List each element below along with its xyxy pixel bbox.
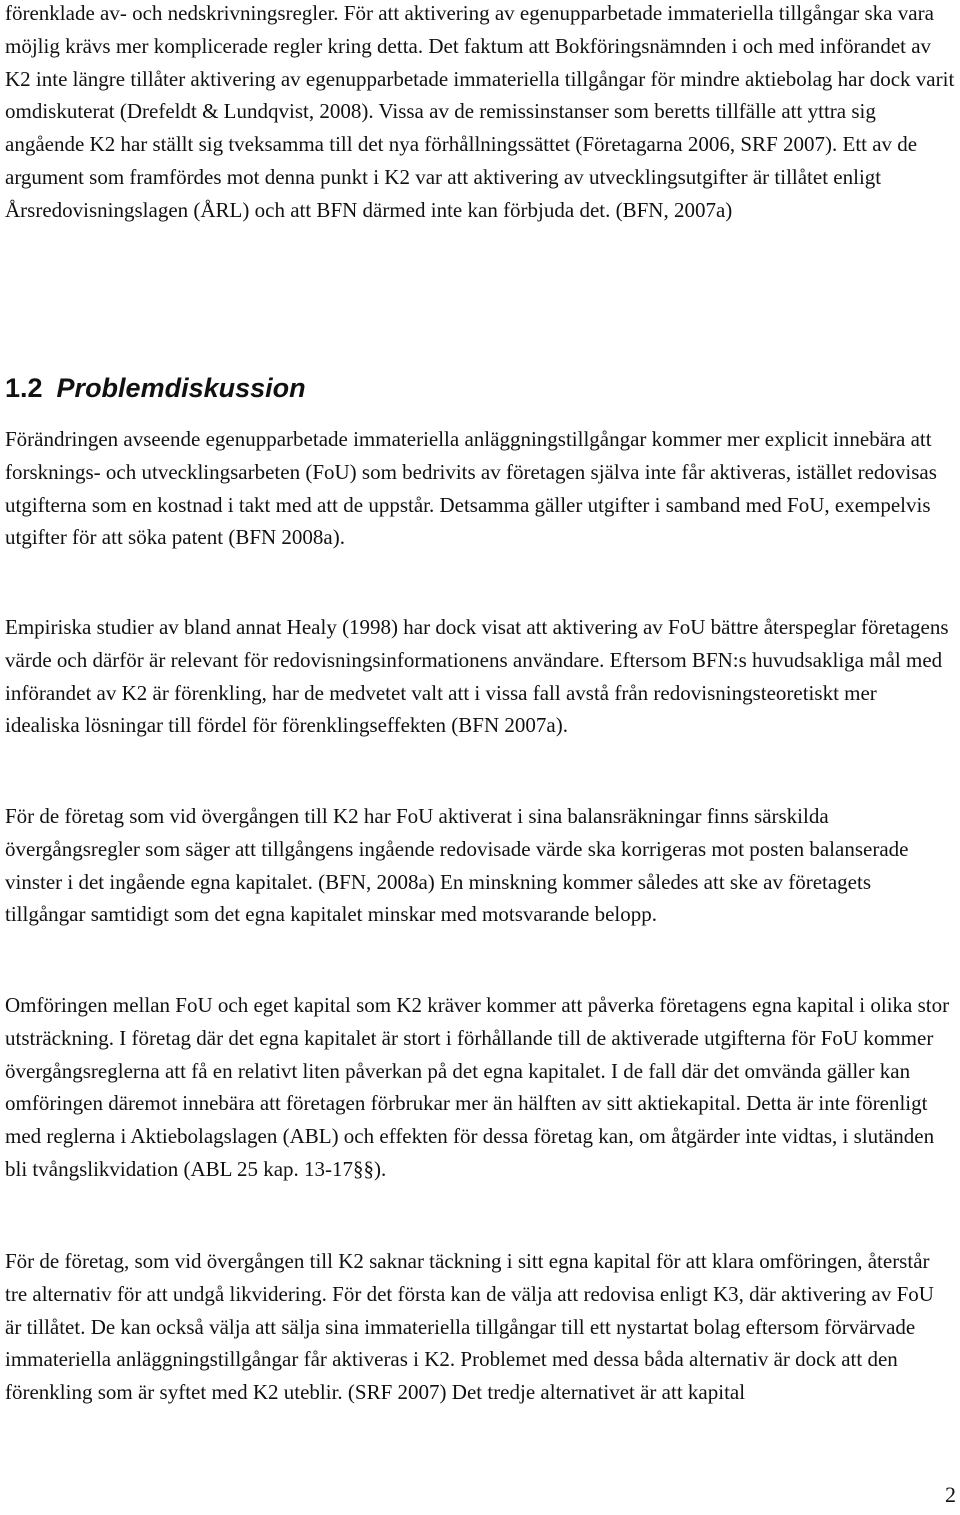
section-title: Problemdiskussion bbox=[56, 373, 306, 403]
paragraph-2: Empiriska studier av bland annat Healy (1998) har dock visat att aktivering av FoU bättre återspeglar företagens värde och därför är relevant för redovisningsinformationens användare. Eftersom BFN:s huvudsakliga mål med införandet av K2 är förenkling, har de medvetet valt att i vissa fall avstå från redovisningsteoretiskt mer idealiska lösningar till fördel för förenklingseffekten (BFN 2007a). bbox=[5, 615, 949, 738]
paragraph-3: För de företag som vid övergången till K2 har FoU aktiverat i sina balansräkningar finns särskilda övergångsregler som säger att tillgångens ingående redovisade värde ska korrigeras mot posten balanserade vinster i det ingående egna kapitalet. (BFN, 2008a) En minskning kommer således att ske av företagets tillgångar samtidigt som det egna kapitalet minskar med motsvarande belopp. bbox=[5, 804, 909, 927]
paragraph-intro: förenklade av- och nedskrivningsregler. För att aktivering av egenupparbetade immateriella tillgångar ska vara möjlig krävs mer komplicerade regler kring detta. Det faktum att Bokföringsnämnden i och med införandet av K2 inte längre tillåter aktivering av egenupparbetade immateriella tillgångar för mindre aktiebolag har dock varit omdiskuterat (Drefeldt & Lundqvist, 2008). Vissa av de remissinstanser som beretts tillfälle att yttra sig angående K2 har ställt sig tveksamma till det nya förhållningssättet (Företagarna 2006, SRF 2007). Ett av de argument som framfördes mot denna punkt i K2 var att aktivering av utvecklingsutgifter är tillåtet enligt Årsredovisningslagen (ÅRL) och att BFN därmed inte kan förbjuda det. (BFN, 2007a) bbox=[5, 1, 955, 222]
paragraph-4: Omföringen mellan FoU och eget kapital som K2 kräver kommer att påverka företagens egna kapital i olika stor utsträckning. I företag där det egna kapitalet är stort i förhållande till de aktiverade utgifterna för FoU kommer övergångsreglerna att få en relativt liten påverkan på det egna kapitalet. I de fall där det omvända gäller kan omföringen däremot innebära att företagen förbrukar mer än hälften av sitt aktiekapital. Detta är inte förenligt med reglerna i Aktiebolagslagen (ABL) och effekten för dessa företag kan, om åtgärder inte vidtas, i slutänden bli tvångslikvidation (ABL 25 kap. 13-17§§). bbox=[5, 993, 950, 1181]
page-number: 2 bbox=[945, 1482, 956, 1507]
section-heading bbox=[5, 368, 306, 408]
section-number: 1.2 bbox=[5, 373, 43, 403]
paragraph-5: För de företag, som vid övergången till K2 saknar täckning i sitt egna kapital för att klara omföringen, återstår tre alternativ för att undgå likvidering. För det första kan de välja att redovisa enligt K3, där aktivering av FoU är tillåtet. De kan också välja att sälja sina immateriella tillgångar till ett nystartat bolag eftersom förvärvade immateriella anläggningstillgångar får aktiveras i K2. Problemet med dessa båda alternativ är dock att den förenkling som är syftet med K2 uteblir. (SRF 2007) Det tredje alternativet är att kapital bbox=[5, 1249, 934, 1405]
paragraph-1: Förändringen avseende egenupparbetade immateriella anläggningstillgångar kommer mer explicit innebära att forsknings- och utvecklingsarbeten (FoU) som bedrivits av företagen själva inte får aktiveras, istället redovisas utgifterna som en kostnad i takt med att de uppstår. Detsamma gäller utgifter i samband med FoU, exempelvis utgifter för att söka patent (BFN 2008a). bbox=[5, 427, 937, 550]
